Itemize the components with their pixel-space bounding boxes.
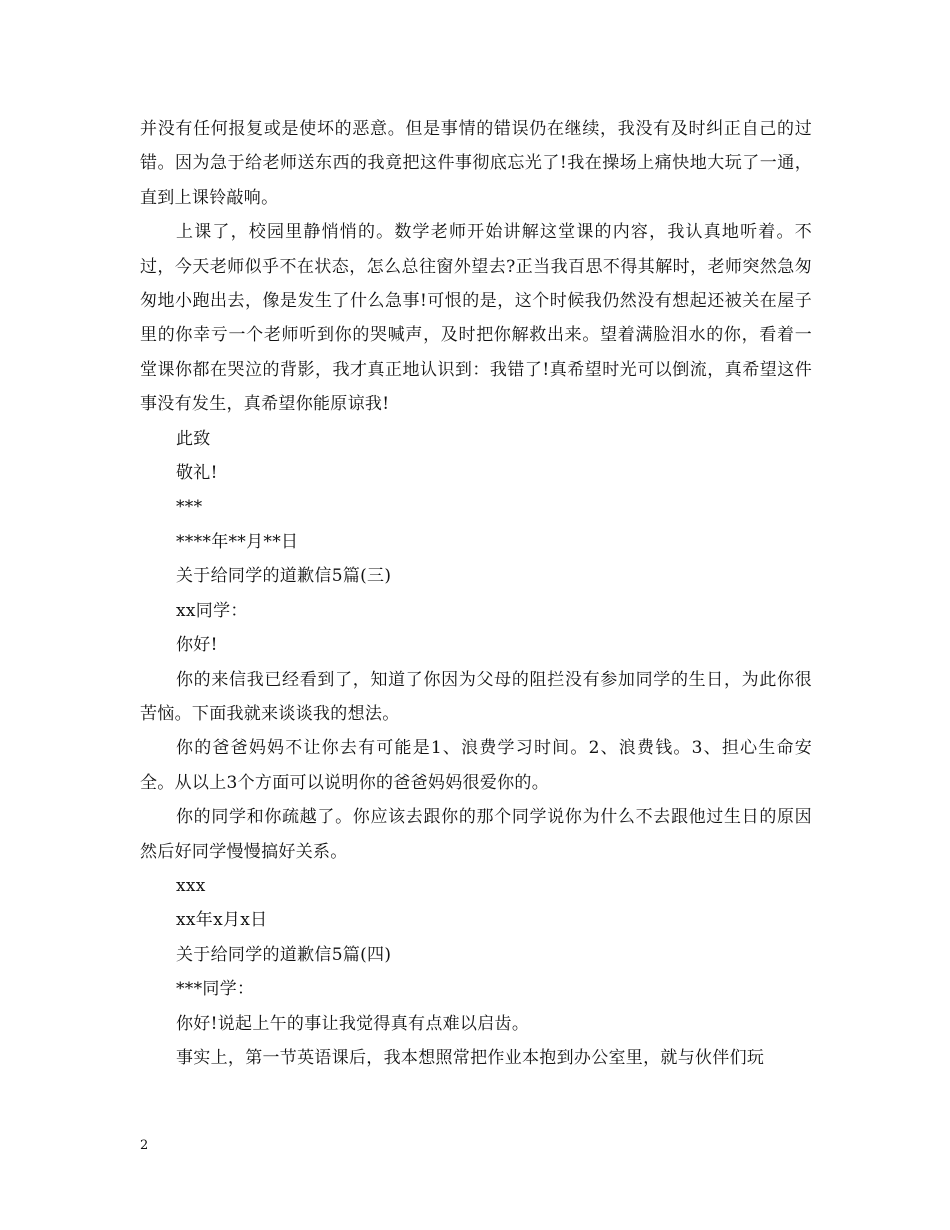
section-heading-3: 关于给同学的道歉信5篇(三) [176,566,392,587]
recipient-line: xx同学： [176,600,248,621]
paragraph-1: 并没有任何报复或是使坏的恶意。但是事情的错误仍在继续，我没有及时纠正自己的过错。因为急于给老师送东西的我竟把这件事彻底忘光了!我在操场上痛快地大玩了一通，直到上课铃敲响。 [140,119,812,208]
page-number: 2 [140,1138,149,1153]
section-heading-4: 关于给同学的道歉信5篇(四) [176,944,392,965]
paragraph-6: 事实上，第一节英语课后，我本想照常把作业本抱到办公室里，就与伙伴们玩 [176,1047,765,1068]
greeting-2: 你好!说起上午的事让我觉得真有点难以启齿。 [176,1013,530,1034]
closing-regards: 敬礼! [176,463,218,484]
document-body [140,112,812,1075]
paragraph-3: 你的来信我已经看到了，知道了你因为父母的阻拦没有参加同学的生日，为此你很苦恼。下面我就来谈谈我的想法。 [140,669,812,724]
greeting: 你好! [176,635,218,656]
signature-2: xxx [176,875,206,896]
paragraph-5: 你的同学和你疏越了。你应该去跟你的那个同学说你为什么不去跟他过生日的原因然后好同学慢慢搞好关系。 [140,807,812,862]
recipient-line-2: ***同学： [176,979,255,1000]
date-line: ****年**月**日 [176,531,299,552]
paragraph-4: 你的爸爸妈妈不让你去有可能是1、浪费学习时间。2、浪费钱。3、担心生命安全。从以上3个方面可以说明你的爸爸妈妈很爱你的。 [140,738,812,793]
closing-salutation: 此致 [176,428,211,449]
signature: *** [176,497,203,518]
date-line-2: xx年x月x日 [176,910,268,931]
paragraph-2: 上课了，校园里静悄悄的。数学老师开始讲解这堂课的内容，我认真地听着。不过，今天老师似乎不在状态，怎么总往窗外望去?正当我百思不得其解时，老师突然急匆匆地小跑出去，像是发生了什么急事!可恨的是，这个时候我仍然没有想起还被关在屋子里的你幸亏一个老师听到你的哭喊声，及时把你解救出来。望着满脸泪水的你，看着一堂课你都在哭泣的背影，我才真正地认识到：我错了!真希望时光可以倒流，真希望这件事没有发生，真希望你能原谅我! [140,222,812,415]
